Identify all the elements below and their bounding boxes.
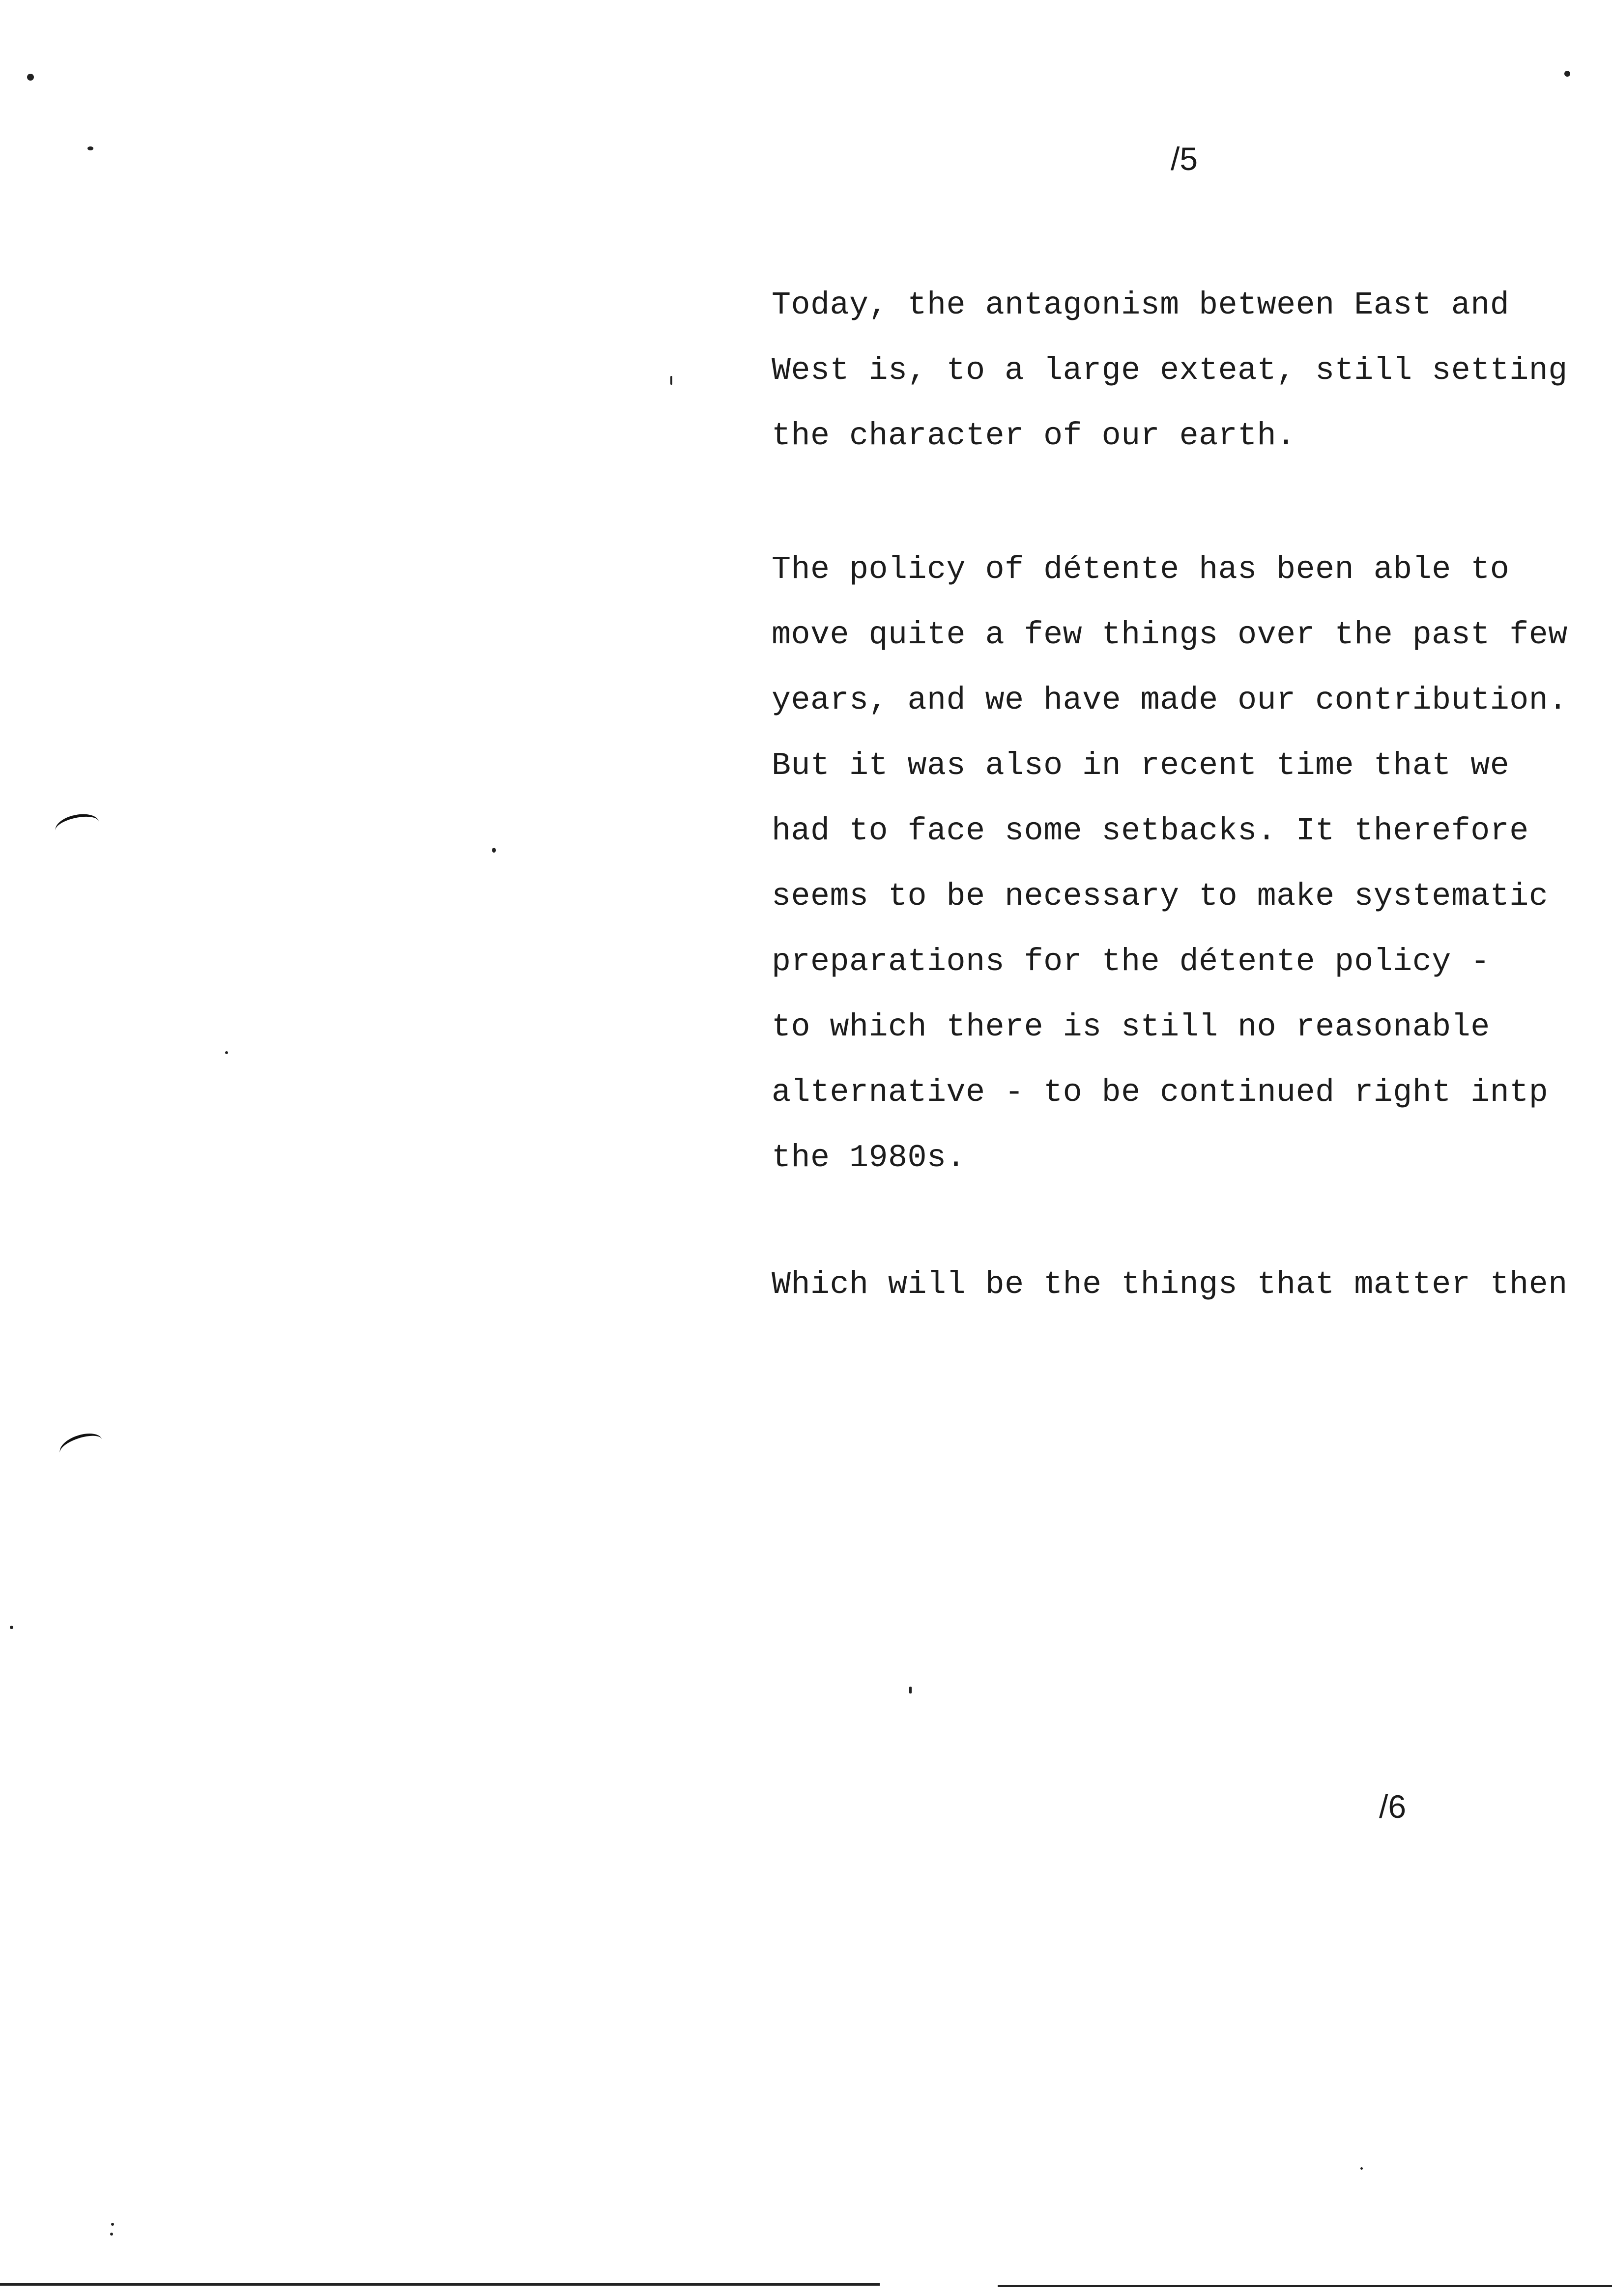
text-line: move quite a few things over the past few — [772, 617, 1568, 653]
text-line: the character of our earth. — [772, 418, 1296, 454]
text-line: Today, the antagonism between East and — [772, 287, 1510, 323]
scan-speck — [225, 1051, 228, 1054]
paragraph — [772, 273, 1607, 469]
text-line: Which will be the things that matter then — [772, 1266, 1568, 1303]
scan-speck — [27, 74, 34, 81]
scan-speck — [110, 2233, 113, 2236]
scan-speck — [1360, 2167, 1363, 2170]
text-line: years, and we have made our contribution. — [772, 682, 1568, 718]
text-line: But it was also in recent time that we — [772, 747, 1510, 784]
scan-speck — [670, 376, 672, 385]
text-line: seems to be necessary to make systematic — [772, 878, 1549, 915]
scan-speck — [492, 848, 496, 853]
paragraph — [772, 1252, 1607, 1318]
scan-speck — [111, 2223, 114, 2226]
scan-mark — [57, 1429, 106, 1464]
text-line: preparations for the détente policy - — [772, 944, 1490, 980]
text-line: West is, to a large exteat, still setting — [772, 352, 1568, 389]
scan-speck — [1564, 71, 1570, 77]
scan-speck — [10, 1626, 13, 1629]
text-line: The policy of détente has been able to — [772, 551, 1510, 588]
page-number-footer: /6 — [1379, 1788, 1407, 1825]
text-line: had to face some setbacks. It therefore — [772, 813, 1529, 849]
paragraph — [772, 537, 1607, 1191]
page-number-header: /5 — [1171, 141, 1198, 177]
bottom-rule — [998, 2285, 1612, 2287]
scan-speck — [87, 146, 93, 150]
text-line: to which there is still no reasonable — [772, 1009, 1490, 1045]
scan-speck — [909, 1687, 912, 1693]
text-line: the 1980s. — [772, 1140, 966, 1176]
scan-mark — [53, 810, 101, 842]
text-line: alternative - to be continued right intp — [772, 1074, 1549, 1111]
bottom-rule — [0, 2283, 880, 2286]
